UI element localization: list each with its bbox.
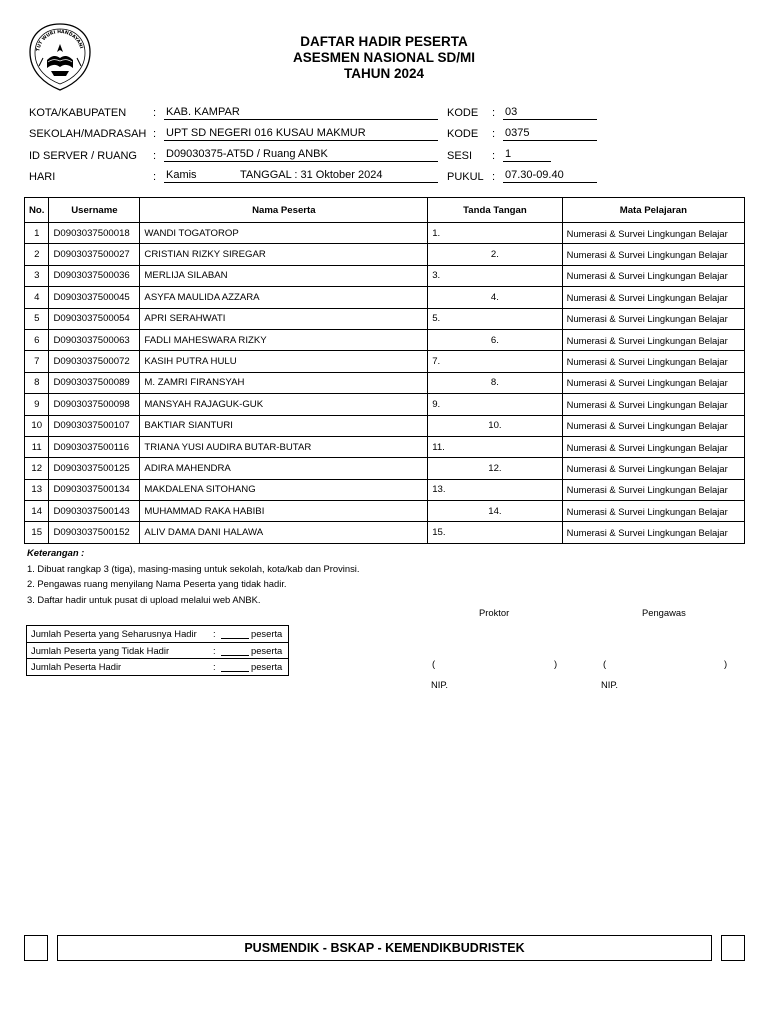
username-cell: D0903037500098: [49, 394, 140, 415]
username-cell: D0903037500036: [49, 265, 140, 286]
mata-pelajaran-cell: Numerasi & Survei Lingkungan Belajar: [562, 501, 744, 522]
nama-peserta-cell: BAKTIAR SIANTURI: [140, 415, 428, 436]
row-no-cell: 15: [25, 522, 49, 543]
mata-pelajaran-cell: Numerasi & Survei Lingkungan Belajar: [562, 436, 744, 457]
sekolah-label: SEKOLAH/MADRASAH: [29, 128, 147, 140]
table-row: [25, 372, 745, 393]
row-no-cell: 5: [25, 308, 49, 329]
pengawas-open-paren: (: [603, 658, 607, 669]
tanda-tangan-cell[interactable]: 5.: [428, 308, 562, 329]
username-cell: D0903037500125: [49, 458, 140, 479]
table-row: [25, 223, 745, 244]
mata-pelajaran-cell: Numerasi & Survei Lingkungan Belajar: [562, 287, 744, 308]
tanda-tangan-cell[interactable]: 9.: [428, 394, 562, 415]
colon: :: [153, 128, 157, 140]
summary-unit: peserta: [251, 628, 283, 639]
table-row: [25, 522, 745, 543]
colon: :: [492, 171, 496, 183]
summary-unit: peserta: [251, 644, 283, 656]
row-no-cell: 12: [25, 458, 49, 479]
pengawas-nip-label: NIP.: [601, 679, 619, 690]
kode2-value: 0375: [503, 126, 597, 141]
svg-text:TUT WURI HANDAYANI: TUT WURI HANDAYANI: [36, 29, 84, 52]
nama-peserta-cell: APRI SERAHWATI: [140, 308, 428, 329]
nama-peserta-cell: WANDI TOGATOROP: [140, 223, 428, 244]
username-cell: D0903037500107: [49, 415, 140, 436]
pukul-label: PUKUL: [447, 171, 484, 183]
mata-pelajaran-cell: Numerasi & Survei Lingkungan Belajar: [562, 244, 744, 265]
hari-label: HARI: [29, 171, 56, 183]
kode2-label: KODE: [447, 128, 479, 140]
table-row: [25, 351, 745, 372]
tanda-tangan-cell[interactable]: 7.: [428, 351, 562, 372]
row-no-cell: 9: [25, 394, 49, 415]
proktor-close-paren: ): [554, 658, 558, 669]
username-cell: D0903037500045: [49, 287, 140, 308]
row-no-cell: 11: [25, 436, 49, 457]
notes-heading: Keterangan :: [27, 547, 85, 558]
tanda-tangan-cell[interactable]: 2.: [428, 244, 562, 265]
mata-pelajaran-cell: Numerasi & Survei Lingkungan Belajar: [562, 351, 744, 372]
summary-row: [27, 626, 288, 643]
mata-pelajaran-cell: Numerasi & Survei Lingkungan Belajar: [562, 329, 744, 350]
tanda-tangan-cell[interactable]: 3.: [428, 265, 562, 286]
username-cell: D0903037500072: [49, 351, 140, 372]
nama-peserta-cell: MANSYAH RAJAGUK-GUK: [140, 394, 428, 415]
table-row: [25, 394, 745, 415]
sesi-value: 1: [503, 147, 551, 162]
table-row: [25, 244, 745, 265]
tanda-tangan-cell[interactable]: 1.: [428, 223, 562, 244]
server-value: D09030375-AT5D / Ruang ANBK: [164, 147, 438, 162]
summary-unit: peserta: [251, 661, 283, 672]
notes-section: [27, 545, 359, 607]
mata-pelajaran-cell: Numerasi & Survei Lingkungan Belajar: [562, 308, 744, 329]
colon: :: [492, 128, 496, 140]
mata-pelajaran-cell: Numerasi & Survei Lingkungan Belajar: [562, 522, 744, 543]
server-label: ID SERVER / RUANG: [29, 150, 137, 162]
row-no-cell: 8: [25, 372, 49, 393]
tanda-tangan-cell[interactable]: 13.: [428, 479, 562, 500]
row-no-cell: 6: [25, 329, 49, 350]
proktor-open-paren: (: [432, 658, 436, 669]
row-no-cell: 13: [25, 479, 49, 500]
nama-peserta-cell: TRIANA YUSI AUDIRA BUTAR-BUTAR: [140, 436, 428, 457]
hari-value: Kamis: [164, 168, 238, 183]
row-no-cell: 4: [25, 287, 49, 308]
col-nama-header: Nama Peserta: [140, 198, 428, 223]
table-row: [25, 287, 745, 308]
mata-pelajaran-cell: Numerasi & Survei Lingkungan Belajar: [562, 372, 744, 393]
nama-peserta-cell: FADLI MAHESWARA RIZKY: [140, 329, 428, 350]
username-cell: D0903037500018: [49, 223, 140, 244]
nama-peserta-cell: ASYFA MAULIDA AZZARA: [140, 287, 428, 308]
row-no-cell: 14: [25, 501, 49, 522]
tanda-tangan-cell[interactable]: 12.: [428, 458, 562, 479]
footer-banner: PUSMENDIK - BSKAP - KEMENDIKBUDRISTEK: [57, 935, 712, 961]
summary-blank-field[interactable]: [221, 646, 249, 656]
pukul-value: 07.30-09.40: [503, 168, 597, 183]
kode1-label: KODE: [447, 107, 479, 119]
table-row: [25, 479, 745, 500]
colon: :: [213, 628, 216, 639]
note-item: 3. Daftar hadir untuk pusat di upload melalui web ANBK.: [27, 593, 261, 605]
tanda-tangan-cell[interactable]: 6.: [428, 329, 562, 350]
note-item: 2. Pengawas ruang menyilang Nama Peserta yang tidak hadir.: [27, 578, 287, 589]
nama-peserta-cell: M. ZAMRI FIRANSYAH: [140, 372, 428, 393]
mata-pelajaran-cell: Numerasi & Survei Lingkungan Belajar: [562, 479, 744, 500]
mata-pelajaran-cell: Numerasi & Survei Lingkungan Belajar: [562, 394, 744, 415]
table-row: [25, 415, 745, 436]
note-item: 1. Dibuat rangkap 3 (tiga), masing-masing untuk sekolah, kota/kab dan Provinsi.: [27, 562, 360, 574]
proktor-label: Proktor: [479, 607, 510, 618]
tanda-tangan-cell[interactable]: 4.: [428, 287, 562, 308]
username-cell: D0903037500152: [49, 522, 140, 543]
summary-label: Jumlah Peserta yang Seharusnya Hadir: [31, 628, 197, 639]
summary-row: [27, 643, 288, 660]
summary-label: Jumlah Peserta Hadir: [31, 661, 122, 672]
tanggal-value: TANGGAL : 31 Oktober 2024: [238, 168, 438, 183]
colon: :: [153, 107, 157, 119]
row-no-cell: 10: [25, 415, 49, 436]
tanda-tangan-cell[interactable]: 14.: [428, 501, 562, 522]
kota-value: KAB. KAMPAR: [164, 105, 438, 120]
username-cell: D0903037500027: [49, 244, 140, 265]
table-row: [25, 308, 745, 329]
summary-blank-field[interactable]: [221, 662, 249, 672]
colon: :: [213, 644, 216, 656]
nama-peserta-cell: ALIV DAMA DANI HALAWA: [140, 522, 428, 543]
tanda-tangan-cell[interactable]: 11.: [428, 436, 562, 457]
colon: :: [492, 150, 496, 162]
row-no-cell: 2: [25, 244, 49, 265]
nama-peserta-cell: MAKDALENA SITOHANG: [140, 479, 428, 500]
col-ttd-header: Tanda Tangan: [428, 198, 562, 223]
doc-title-line-1: DAFTAR HADIR PESERTA: [300, 34, 468, 49]
colon: :: [153, 150, 157, 162]
doc-title-line-3: TAHUN 2024: [343, 66, 425, 81]
kota-label: KOTA/KABUPATEN: [29, 107, 127, 119]
footer-left-box: [24, 935, 48, 961]
row-no-cell: 1: [25, 223, 49, 244]
username-cell: D0903037500143: [49, 501, 140, 522]
username-cell: D0903037500054: [49, 308, 140, 329]
mata-pelajaran-cell: Numerasi & Survei Lingkungan Belajar: [562, 458, 744, 479]
attendance-table: [24, 197, 745, 544]
summary-label: Jumlah Peserta yang Tidak Hadir: [31, 644, 170, 656]
username-cell: D0903037500089: [49, 372, 140, 393]
tanda-tangan-cell[interactable]: 15.: [428, 522, 562, 543]
sekolah-value: UPT SD NEGERI 016 KUSAU MAKMUR: [164, 126, 438, 141]
nama-peserta-cell: KASIH PUTRA HULU: [140, 351, 428, 372]
colon: :: [153, 171, 157, 183]
col-mapel-header: Mata Pelajaran: [562, 198, 744, 223]
nama-peserta-cell: CRISTIAN RIZKY SIREGAR: [140, 244, 428, 265]
nama-peserta-cell: MERLIJA SILABAN: [140, 265, 428, 286]
table-header-row: [25, 198, 745, 223]
mata-pelajaran-cell: Numerasi & Survei Lingkungan Belajar: [562, 415, 744, 436]
row-no-cell: 3: [25, 265, 49, 286]
tanda-tangan-cell[interactable]: 10.: [428, 415, 562, 436]
tanda-tangan-cell[interactable]: 8.: [428, 372, 562, 393]
table-row: [25, 501, 745, 522]
table-row: [25, 436, 745, 457]
table-row: [25, 265, 745, 286]
summary-blank-field[interactable]: [221, 629, 249, 639]
username-cell: D0903037500134: [49, 479, 140, 500]
pengawas-label: Pengawas: [642, 607, 686, 618]
table-row: [25, 458, 745, 479]
kode1-value: 03: [503, 105, 597, 120]
footer-right-box: [721, 935, 745, 961]
username-cell: D0903037500116: [49, 436, 140, 457]
summary-row: [27, 659, 288, 675]
mata-pelajaran-cell: Numerasi & Survei Lingkungan Belajar: [562, 223, 744, 244]
summary-box: [26, 625, 289, 676]
col-username-header: Username: [49, 198, 140, 223]
table-row: [25, 329, 745, 350]
doc-title-line-2: ASESMEN NASIONAL SD/MI: [292, 50, 476, 65]
username-cell: D0903037500063: [49, 329, 140, 350]
colon: :: [492, 107, 496, 119]
sesi-label: SESI: [447, 150, 473, 162]
row-no-cell: 7: [25, 351, 49, 372]
colon: :: [213, 661, 216, 672]
pengawas-close-paren: ): [724, 658, 728, 669]
nama-peserta-cell: MUHAMMAD RAKA HABIBI: [140, 501, 428, 522]
nama-peserta-cell: ADIRA MAHENDRA: [140, 458, 428, 479]
col-no-header: No.: [25, 198, 49, 223]
proktor-nip-label: NIP.: [431, 679, 449, 690]
mata-pelajaran-cell: Numerasi & Survei Lingkungan Belajar: [562, 265, 744, 286]
